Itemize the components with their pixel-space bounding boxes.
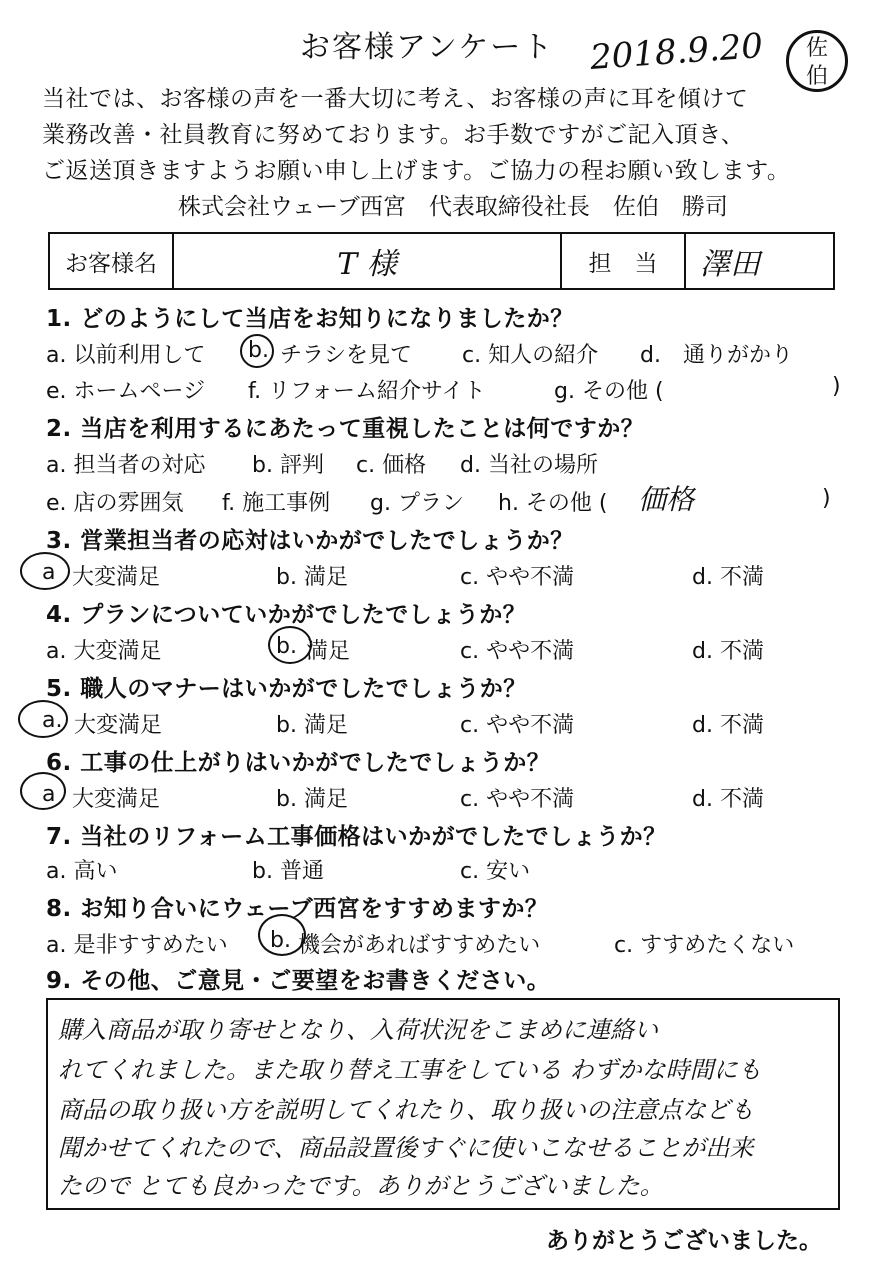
q2-option-d: d. 当社の場所 [460,453,598,478]
q6-option-a: a [42,782,56,807]
q6-option-b: b. 満足 [276,787,348,812]
stamp-char-2: 伯 [805,64,828,89]
q3-option-d: d. 不満 [692,565,764,590]
q3-option-b: b. 満足 [276,565,348,590]
comment-line-3: 商品の取り扱い方を説明してくれたり、取り扱いの注意点なども [58,1096,754,1124]
q6-option-d: d. 不満 [692,787,764,812]
q2-option-f: f. 施工事例 [222,491,331,516]
q5-option-d: d. 不満 [692,713,764,738]
q3-option-a: a [42,560,56,585]
q5-option-b: b. 満足 [276,713,348,738]
q2-option-e: e. 店の雰囲気 [46,491,184,516]
comment-line-4: 聞かせてくれたので、商品設置後すぐに使いこなせることが出来 [58,1134,754,1162]
comment-line-1: 購入商品が取り寄せとなり、入荷状況をこまめに連絡い [58,1016,658,1044]
q4-option-c: c. やや不満 [460,639,575,664]
handwritten-date: 2018.9.20 [588,26,765,78]
q2-option-a: a. 担当者の対応 [46,453,206,478]
footer-thanks: ありがとうございました。 [546,1228,822,1254]
q2-option-b: b. 評判 [252,453,324,478]
q8-option-a: a. 是非すすめたい [46,933,228,958]
seal-stamp [786,30,848,92]
q1-close-paren: ) [832,374,841,399]
staff-value: 澤田 [700,247,760,282]
question-5: 5. 職人のマナーはいかがでしたでしょうか？ [46,676,527,702]
question-8: 8. お知り合いにウェーブ西宮をすすめますか？ [46,896,549,922]
q1-option-c: c. 知人の紹介 [462,343,599,368]
q1-option-e: e. ホームページ [46,379,206,404]
comment-line-2: れてくれました。また取り替え工事をしている わずかな時間にも [58,1056,762,1084]
q3-option-a-text: 大変満足 [72,565,161,590]
stamp-char-1: 佐 [805,36,828,61]
comment-line-5: たので とても良かったです。ありがとうございました。 [58,1172,664,1200]
intro-line-1: 当社では、お客様の声を一番大切に考え、お客様の声に耳を傾けて [42,86,749,112]
q5-option-c: c. やや不満 [460,713,575,738]
question-4: 4. プランについていかがでしたでしょうか？ [46,602,527,628]
q1-option-b: b. [248,338,269,363]
q4-option-b-text: 満足 [306,639,351,664]
q5-option-a: a. [42,708,63,733]
q7-option-a: a. 高い [46,859,118,884]
question-2: 2. 当店を利用するにあたって重視したことは何ですか？ [46,416,645,442]
company-signature: 株式会社ウェーブ西宮 代表取締役社長 佐伯 勝司 [178,194,728,220]
q6-option-c: c. やや不満 [460,787,575,812]
question-7: 7. 当社のリフォーム工事価格はいかがでしたでしょうか？ [46,824,667,850]
q1-option-d: d. 通りがかり [640,343,793,368]
q2-option-c: c. 価格 [356,453,427,478]
customer-name-value: T 様 [174,234,562,288]
q1-option-a: a. 以前利用して [46,343,206,368]
q2-option-h: h. その他 ( [498,491,608,516]
question-1: 1. どのようにして当店をお知りになりましたか？ [46,306,574,332]
q8-option-b-text: 機会があればすすめたい [298,933,541,958]
customer-name-label: お客様名 [50,234,174,288]
question-9: 9. その他、ご意見・ご要望をお書きください。 [46,968,551,994]
q2-close-paren: ) [822,486,831,511]
q7-option-b: b. 普通 [252,859,324,884]
q2-other-value: 価格 [638,483,695,516]
q4-option-a: a. 大変満足 [46,639,162,664]
question-3: 3. 営業担当者の応対はいかがでしたでしょうか？ [46,528,574,554]
q1-selected-circle [240,334,274,368]
q2-option-g: g. プラン [370,491,464,516]
q1-option-b-text: チラシを見て [280,343,413,368]
intro-line-2: 業務改善・社員教育に努めております。お手数ですがご記入頂き、 [42,122,745,148]
customer-table [48,232,835,290]
q3-option-c: c. やや不満 [460,565,575,590]
q8-option-c: c. すすめたくない [614,933,795,958]
q4-option-b: b. [276,634,297,659]
q8-option-b: b. [270,928,291,953]
q4-option-d: d. 不満 [692,639,764,664]
q1-option-g: g. その他 ( [554,379,664,404]
intro-line-3: ご返送頂きますようお願い申し上げます。ご協力の程お願い致します。 [42,158,791,184]
q1-option-f: f. リフォーム紹介サイト [248,379,486,404]
q7-option-c: c. 安い [460,859,531,884]
q5-option-a-text: 大変満足 [74,713,163,738]
page-title: お客様アンケート [300,30,555,65]
question-6: 6. 工事の仕上がりはいかがでしたでしょうか？ [46,750,551,776]
q6-option-a-text: 大変満足 [72,787,161,812]
staff-label: 担 当 [562,234,686,288]
